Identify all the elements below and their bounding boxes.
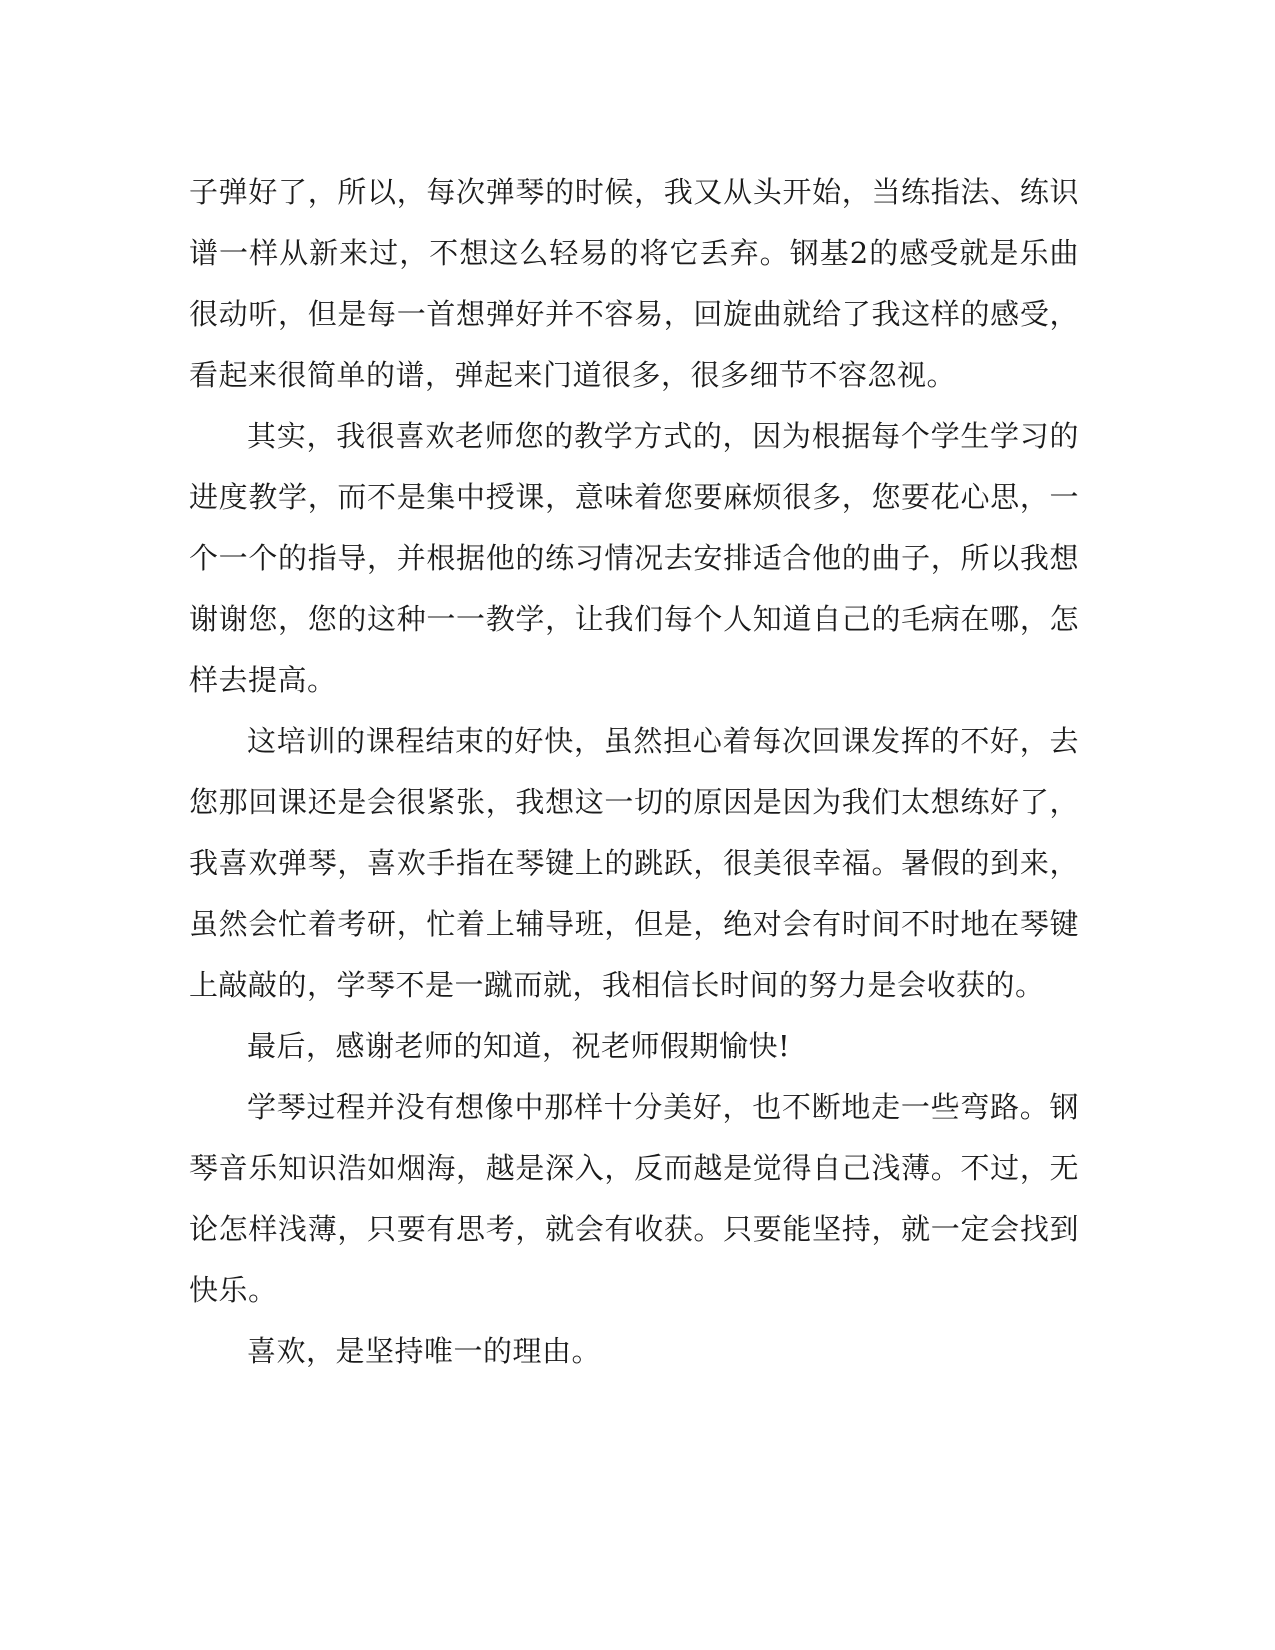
paragraph-6: 喜欢，是坚持唯一的理由。 — [247, 1334, 602, 1368]
paragraph-2: 其实，我很喜欢老师您的教学方式的，因为根据每个学生学习的进度教学，而不是集中授课，意味着您要麻烦很多，您要花心思，一个一个的指导，并根据他的练习情况去安排适合他的曲子，所以我想谢谢您，您的这种一一教学，让我们每个人知道自己的毛病在哪，怎样去提高。 — [189, 419, 1079, 697]
document-body — [189, 162, 1079, 1382]
paragraph-1: 子弹好了，所以，每次弹琴的时候，我又从头开始，当练指法、练识谱一样从新来过，不想这么轻易的将它丢弃。钢基2的感受就是乐曲很动听，但是每一首想弹好并不容易，回旋曲就给了我这样的感受，看起来很简单的谱，弹起来门道很多，很多细节不容忽视。 — [189, 175, 1079, 392]
paragraph-5: 学琴过程并没有想像中那样十分美好，也不断地走一些弯路。钢琴音乐知识浩如烟海，越是深入，反而越是觉得自己浅薄。不过，无论怎样浅薄，只要有思考，就会有收获。只要能坚持，就一定会找到快乐。 — [189, 1090, 1079, 1307]
paragraph-4: 最后，感谢老师的知道，祝老师假期愉快! — [247, 1029, 791, 1063]
paragraph-3: 这培训的课程结束的好快，虽然担心着每次回课发挥的不好，去您那回课还是会很紧张，我想这一切的原因是因为我们太想练好了，我喜欢弹琴，喜欢手指在琴键上的跳跃，很美很幸福。暑假的到来，虽然会忙着考研，忙着上辅导班，但是，绝对会有时间不时地在琴键上敲敲的，学琴不是一蹴而就，我相信长时间的努力是会收获的。 — [189, 724, 1079, 1002]
